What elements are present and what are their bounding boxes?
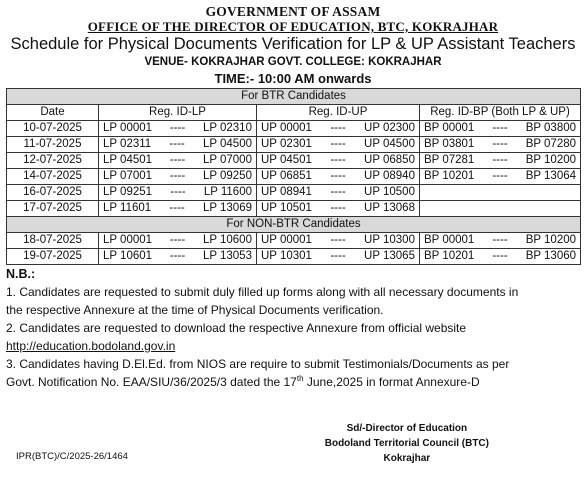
range-separator: ----	[330, 170, 346, 182]
range-start: UP 00001	[261, 122, 312, 134]
table-row	[7, 185, 581, 201]
range-separator: ----	[170, 186, 186, 198]
reg-id-range	[99, 169, 257, 185]
verification-date: 10-07-2025	[7, 121, 99, 137]
range-end: UP 10500	[364, 186, 415, 198]
range-end: UP 06850	[364, 154, 415, 166]
range-separator: ----	[169, 250, 186, 262]
range-separator: ----	[330, 138, 346, 150]
range-end: BP 13060	[525, 250, 577, 262]
table-row	[7, 153, 581, 169]
range-end: LP 07000	[202, 154, 252, 166]
range-start: BP 10201	[424, 250, 475, 262]
range-separator: ----	[169, 202, 185, 214]
range-end: UP 13068	[364, 202, 415, 214]
notes-heading: N.B.:	[6, 267, 36, 281]
ipr-number: IPR(BTC)/C/2025-26/1464	[16, 451, 128, 462]
note-3b: Govt. Notification No. EAA/SIU/36/2025/3 dated the 17th June,2025 in format Annexure-D	[6, 374, 480, 389]
verification-date: 11-07-2025	[7, 137, 99, 153]
verification-date: 14-07-2025	[7, 169, 99, 185]
non-btr-section-header	[7, 217, 581, 233]
reg-id-range	[257, 233, 420, 249]
note-1a: 1. Candidates are requested to submit duly filled up forms along with all necessary documents in	[6, 285, 519, 299]
range-separator: ----	[330, 122, 346, 134]
range-start: LP 00001	[103, 234, 153, 246]
schedule-title: Schedule for Physical Documents Verification for LP & UP Assistant Teachers	[10, 35, 576, 53]
range-end: BP 07280	[525, 138, 577, 150]
reg-id-range	[257, 153, 420, 169]
range-start: BP 00001	[424, 234, 475, 246]
column-header: Date	[7, 105, 99, 121]
range-end: LP 02310	[202, 122, 252, 134]
govt-heading: GOVERNMENT OF ASSAM	[205, 4, 381, 19]
website-link[interactable]: http://education.bodoland.gov.in	[6, 339, 176, 353]
reg-id-range	[420, 249, 581, 265]
range-separator: ----	[330, 202, 346, 214]
signature-line-1: Sd/-Director of Education	[346, 423, 468, 434]
non-btr-section-header-label: For NON-BTR Candidates	[7, 217, 581, 233]
range-separator: ----	[330, 186, 346, 198]
range-separator: ----	[492, 170, 508, 182]
range-end: UP 02300	[364, 122, 415, 134]
range-start: BP 07281	[424, 154, 475, 166]
table-row	[7, 201, 581, 217]
verification-date: 12-07-2025	[7, 153, 99, 169]
column-header: Reg. ID-LP	[99, 105, 257, 121]
range-end: LP 13053	[202, 250, 252, 262]
reg-id-range	[257, 249, 420, 265]
reg-id-range	[420, 121, 581, 137]
range-separator: ----	[330, 154, 346, 166]
reg-id-range	[420, 233, 581, 249]
range-end: BP 03800	[525, 122, 577, 134]
reg-id-range	[257, 121, 420, 137]
range-separator: ----	[492, 154, 508, 166]
reg-id-range	[420, 169, 581, 185]
range-start: LP 04501	[103, 154, 153, 166]
range-separator: ----	[492, 234, 508, 246]
time-line: TIME:- 10:00 AM onwards	[214, 71, 372, 86]
range-end: UP 13065	[364, 250, 415, 262]
reg-id-range	[99, 249, 257, 265]
reg-id-range	[99, 137, 257, 153]
range-separator: ----	[169, 170, 186, 182]
signature-line-2: Bodoland Territorial Council (BTC)	[324, 438, 489, 449]
reg-id-range	[257, 185, 420, 201]
venue-line: VENUE- KOKRAJHAR GOVT. COLLEGE: KOKRAJHAR	[144, 56, 442, 68]
reg-id-range	[420, 137, 581, 153]
range-end: UP 10300	[364, 234, 415, 246]
verification-date: 16-07-2025	[7, 185, 99, 201]
table-row	[7, 121, 581, 137]
range-end: LP 09250	[202, 170, 252, 182]
range-separator: ----	[169, 154, 186, 166]
column-header: Reg. ID-BP (Both LP & UP)	[420, 105, 581, 121]
range-start: UP 08941	[261, 186, 312, 198]
range-end: LP 13069	[202, 202, 252, 214]
table-row	[7, 233, 581, 249]
range-separator: ----	[169, 138, 185, 150]
range-start: BP 00001	[424, 122, 475, 134]
range-separator: ----	[330, 250, 346, 262]
reg-id-range	[99, 185, 257, 201]
reg-id-range	[99, 233, 257, 249]
range-start: LP 00001	[103, 122, 153, 134]
range-end: LP 11600	[203, 186, 252, 198]
btr-section-header	[7, 89, 581, 105]
verification-date: 17-07-2025	[7, 201, 99, 217]
reg-id-range	[420, 153, 581, 169]
range-end: UP 08940	[364, 170, 415, 182]
range-separator: ----	[169, 122, 186, 134]
reg-id-range	[257, 137, 420, 153]
verification-date: 18-07-2025	[7, 233, 99, 249]
range-separator: ----	[492, 138, 508, 150]
range-start: LP 07001	[103, 170, 153, 182]
notes-section	[6, 265, 580, 391]
schedule-table	[6, 88, 581, 265]
range-start: UP 10501	[261, 202, 312, 214]
note-2: 2. Candidates are requested to download the respective Annexure from official website	[6, 321, 467, 335]
range-start: LP 09251	[103, 186, 153, 198]
range-start: BP 03801	[424, 138, 475, 150]
table-row	[7, 169, 581, 185]
column-header: Reg. ID-UP	[257, 105, 420, 121]
btr-section-header-label: For BTR Candidates	[7, 89, 581, 105]
range-separator: ----	[492, 250, 508, 262]
reg-id-range	[420, 201, 581, 217]
reg-id-range	[99, 121, 257, 137]
signature-block	[325, 421, 489, 466]
office-heading: OFFICE OF THE DIRECTOR OF EDUCATION, BTC, KOKRAJHAR	[87, 19, 499, 34]
reg-id-range	[420, 185, 581, 201]
reg-id-range	[257, 169, 420, 185]
range-end: BP 10200	[525, 234, 577, 246]
range-start: UP 04501	[261, 154, 312, 166]
range-end: BP 13064	[525, 170, 577, 182]
notice-page	[6, 4, 580, 391]
signature-line-3: Kokrajhar	[383, 453, 431, 464]
column-header-row	[7, 105, 581, 121]
range-start: UP 06851	[261, 170, 312, 182]
range-separator: ----	[330, 234, 346, 246]
range-end: LP 10600	[202, 234, 252, 246]
note-1b: the respective Annexure at the time of Physical Documents verification.	[6, 303, 384, 317]
range-start: UP 10301	[261, 250, 312, 262]
range-start: UP 00001	[261, 234, 312, 246]
range-start: UP 02301	[261, 138, 312, 150]
reg-id-range	[99, 153, 257, 169]
table-row	[7, 137, 581, 153]
range-start: LP 10601	[103, 250, 153, 262]
verification-date: 19-07-2025	[7, 249, 99, 265]
reg-id-range	[257, 201, 420, 217]
range-start: BP 10201	[424, 170, 475, 182]
range-separator: ----	[492, 122, 508, 134]
reg-id-range	[99, 201, 257, 217]
note-3a: 3. Candidates having D.El.Ed. from NIOS are require to submit Testimonials/Documents as per	[6, 357, 510, 371]
table-row	[7, 249, 581, 265]
range-start: LP 11601	[103, 202, 152, 214]
range-separator: ----	[169, 234, 186, 246]
range-end: UP 04500	[364, 138, 415, 150]
range-end: LP 04500	[202, 138, 252, 150]
range-start: LP 02311	[103, 138, 152, 150]
range-end: BP 10200	[525, 154, 577, 166]
